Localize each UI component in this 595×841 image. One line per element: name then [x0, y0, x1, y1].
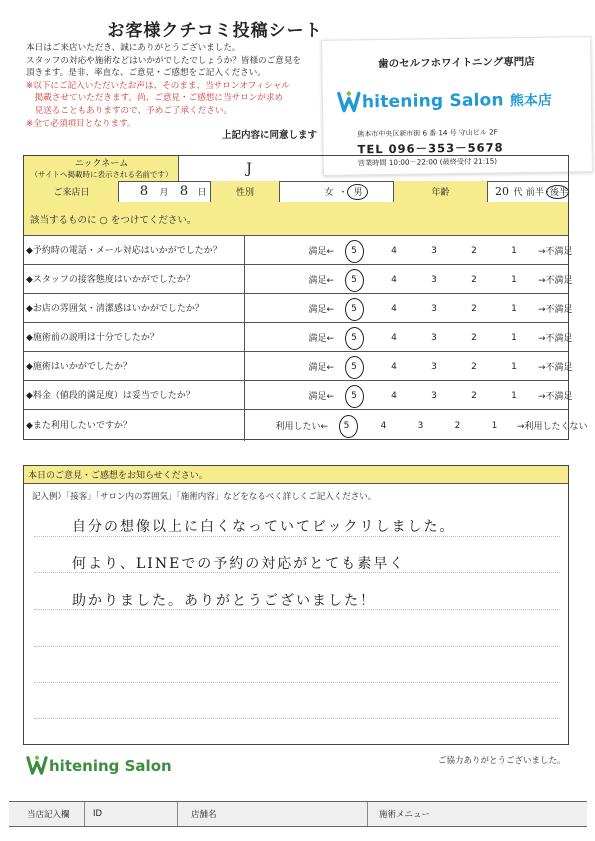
- rating-1[interactable]: 1: [511, 361, 517, 372]
- nickname-label: ニックネーム: [74, 159, 129, 169]
- id-label: ID: [93, 809, 103, 819]
- rating-5[interactable]: 5: [334, 362, 374, 372]
- agree-text: 上記内容に同意します: [222, 130, 318, 141]
- visit-month-value[interactable]: 8: [139, 184, 149, 199]
- menu-label: 施術メニュー: [379, 810, 431, 820]
- rating-scale-1[interactable]: 満足← 5 4 3 2 1 →不満足: [308, 245, 573, 257]
- handwritten-comment-line[interactable]: 自分の想像以上に白くなっていてビックリしました。: [72, 519, 456, 535]
- intro-note: ※以下にご記入いただいたお声は、そのまま、当サロンオフィシャル: [26, 80, 290, 91]
- rating-1[interactable]: 1: [511, 303, 517, 314]
- card-tagline: 歯のセルフホワイトニング専門店: [378, 55, 535, 71]
- rating-5[interactable]: 5: [334, 391, 374, 401]
- salon-phone: TEL 096－353－5678: [357, 140, 504, 157]
- rating-1[interactable]: 1: [511, 245, 517, 256]
- rating-5[interactable]: 5: [334, 246, 374, 256]
- rating-1[interactable]: 1: [511, 332, 517, 343]
- comments-section: [23, 465, 569, 745]
- rating-1[interactable]: 1: [491, 420, 498, 431]
- handwritten-comment-line[interactable]: 何より、LINEでの予約の対応がとても素早く: [72, 556, 406, 572]
- rating-4[interactable]: 4: [391, 332, 397, 343]
- age-separator: ・: [542, 188, 552, 198]
- rating-3[interactable]: 3: [431, 274, 437, 285]
- rating-4[interactable]: 4: [380, 420, 387, 431]
- thanks-text: ご協力ありがとうございました。: [438, 756, 566, 766]
- rating-2[interactable]: 2: [471, 390, 477, 401]
- intro-note: ※全て必須項目となります。: [26, 118, 136, 129]
- rating-2[interactable]: 2: [471, 332, 477, 343]
- staff-entry-label: 当店記入欄: [27, 810, 70, 820]
- rating-5[interactable]: 5: [334, 333, 374, 343]
- rating-3[interactable]: 3: [417, 420, 424, 431]
- rating-4[interactable]: 4: [391, 390, 397, 401]
- salon-logo: [337, 88, 552, 113]
- intro-line: スタッフの対応や施術などはいかがでしたでしょうか？皆様のご意見を: [26, 55, 302, 66]
- rating-5[interactable]: 5: [328, 421, 365, 431]
- rating-4[interactable]: 4: [391, 303, 397, 314]
- gender-label: 性別: [235, 188, 254, 198]
- logo-text: hitening Salon: [361, 90, 504, 113]
- question-5: ◆施術はいかがでしたか？: [26, 362, 132, 372]
- age-late[interactable]: 後半: [549, 188, 568, 198]
- rating-4[interactable]: 4: [391, 361, 397, 372]
- rating-scale-6[interactable]: 満足← 5 4 3 2 1 →不満足: [308, 390, 573, 402]
- rating-2[interactable]: 2: [454, 420, 461, 431]
- intro-note: 見送ることもありますので、予めご了承ください。: [26, 105, 233, 116]
- rating-scale-2[interactable]: 満足← 5 4 3 2 1 →不満足: [308, 274, 573, 286]
- question-6: ◆料金（値段的満足度）は妥当でしたか？: [26, 391, 195, 401]
- rating-3[interactable]: 3: [431, 303, 437, 314]
- gender-circle: [347, 184, 368, 200]
- staff-entry-bar: [9, 801, 587, 827]
- tooth-w-icon: [26, 755, 48, 775]
- rating-4[interactable]: 4: [391, 245, 397, 256]
- intro-note: 掲載させていただきます。尚、ご意見・ご感想に当サロンが求め: [26, 93, 284, 104]
- day-unit: 日: [197, 188, 207, 198]
- visit-day-value[interactable]: 8: [179, 184, 189, 199]
- rating-1[interactable]: 1: [511, 390, 517, 401]
- month-unit: 月: [159, 188, 169, 198]
- store-label: 店舗名: [191, 810, 217, 820]
- rating-scale-5[interactable]: 満足← 5 4 3 2 1 →不満足: [308, 361, 573, 373]
- rating-3[interactable]: 3: [431, 361, 437, 372]
- rating-1[interactable]: 1: [511, 274, 517, 285]
- salon-hours: 営業時間 10:00－22:00 (最終受付 21:15): [357, 156, 498, 168]
- rating-5[interactable]: 5: [334, 304, 374, 314]
- handwritten-comment-line[interactable]: 助かりました。ありがとうございました！: [72, 593, 376, 609]
- rating-scale-4[interactable]: 満足← 5 4 3 2 1 →不満足: [308, 332, 573, 344]
- age-unit: 代: [513, 188, 523, 198]
- footer-logo-text: hitening Salon: [49, 757, 172, 775]
- rating-3[interactable]: 3: [431, 390, 437, 401]
- rating-3[interactable]: 3: [431, 332, 437, 343]
- intro-line: 本日はご来店いただき、誠にありがとうございました。: [26, 43, 241, 53]
- rating-3[interactable]: 3: [431, 245, 437, 256]
- sheet-title: お客様クチコミ投稿シート: [107, 21, 323, 41]
- gender-separator: ・: [338, 188, 348, 198]
- rating-scale-7[interactable]: 利用したい← 5 4 3 2 1 →利用したくない: [275, 420, 588, 432]
- age-early[interactable]: 前半: [525, 188, 544, 198]
- branch-name: 熊本店: [509, 92, 552, 110]
- visit-date-label: ご来店日: [53, 188, 90, 198]
- rating-2[interactable]: 2: [471, 303, 477, 314]
- rating-5[interactable]: 5: [334, 275, 374, 285]
- rating-4[interactable]: 4: [391, 274, 397, 285]
- rating-scale-3[interactable]: 満足← 5 4 3 2 1 →不満足: [308, 303, 573, 315]
- salon-address: 熊本市中央区新市街 6 番 14 号 守山ビル 2F: [357, 128, 498, 139]
- question-7: ◆また利用したいですか？: [26, 421, 132, 431]
- gender-female[interactable]: 女: [324, 188, 334, 198]
- intro-text: [26, 42, 356, 130]
- nickname-value[interactable]: J: [246, 161, 252, 177]
- nickname-sublabel: （サイトへ掲載時に表示される名前です）: [30, 169, 173, 179]
- comments-example: 記入例）「接客」「サロン内の雰囲気」「施術内容」などをなるべく詳しくご記入ください。: [32, 492, 377, 502]
- intro-line: 頂きます。是非、率直な、ご意見・ご感想をご記入ください。: [26, 68, 266, 79]
- comments-header: 本日のご意見・ご感想をお知らせください。: [24, 466, 568, 484]
- age-value[interactable]: 20: [495, 185, 509, 198]
- tooth-w-icon: [337, 90, 361, 112]
- rating-2[interactable]: 2: [471, 274, 477, 285]
- survey-table: [23, 155, 588, 440]
- footer-logo: [26, 755, 172, 775]
- instruction-text: 該当するものに ○ をつけてください。: [30, 214, 197, 226]
- question-3: ◆お店の雰囲気・清潔感はいかがでしたか？: [26, 304, 204, 314]
- question-1: ◆予約時の電話・メール対応はいかがでしたか？: [26, 246, 222, 256]
- question-4: ◆施術前の説明は十分でしたか？: [26, 333, 159, 343]
- gender-male[interactable]: 男: [353, 188, 363, 198]
- age-label: 年齢: [431, 188, 450, 198]
- question-2: ◆スタッフの接客態度はいかがでしたか？: [26, 275, 195, 285]
- rating-2[interactable]: 2: [471, 361, 477, 372]
- age-circle: [546, 185, 569, 199]
- rating-2[interactable]: 2: [471, 245, 477, 256]
